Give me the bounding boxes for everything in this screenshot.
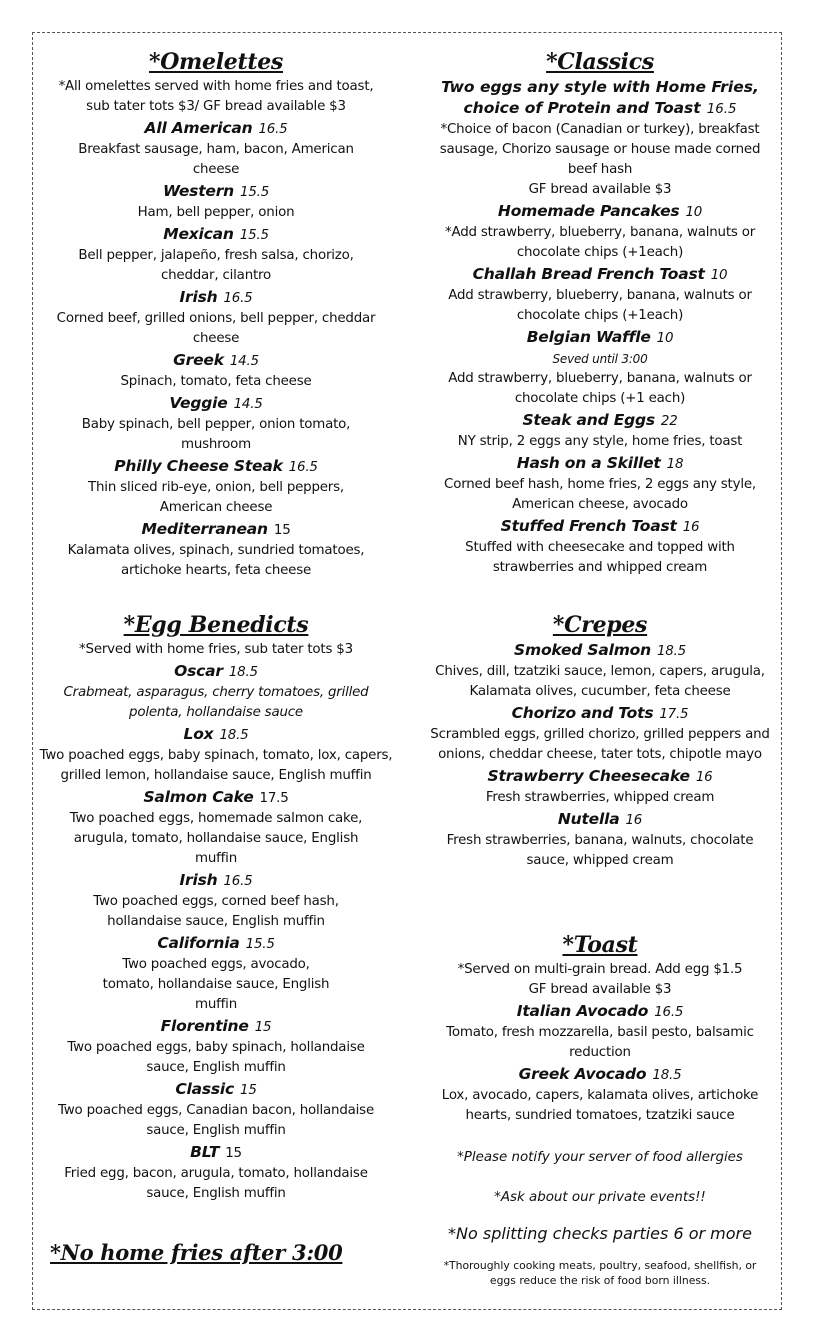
menu-item [36,181,396,223]
item-price: 10 [710,268,728,283]
item-desc: Fresh strawberries, banana, walnuts, chocolate sauce, whipped cream [446,833,754,868]
menu-item [420,410,780,452]
item-name: Mediterranean [141,520,268,538]
item-name: Lox [183,725,214,743]
classics-section [420,48,780,578]
item-desc: Two poached eggs, avocado, tomato, hollandaise sauce, English [102,957,330,992]
menu-item [420,327,780,409]
item-name: Nutella [557,810,620,828]
menu-item [36,1142,396,1204]
item-desc: Bell pepper, jalapeño, fresh salsa, chorizo, cheddar, cilantro [78,248,354,283]
menu-item [420,1064,780,1126]
item-desc-cont: muffin [195,997,237,1012]
item-desc: Two poached eggs, homemade salmon cake, arugula, tomato, hollandaise sauce, English muffin [69,811,363,866]
item-desc: Add strawberry, blueberry, banana, walnuts or chocolate chips (+1 each) [448,371,752,406]
item-price: 17.5 [259,791,289,806]
item-price: 15 [273,523,291,538]
menu-item [36,933,396,1015]
item-name: Irish [179,871,218,889]
item-name: Smoked Salmon [514,641,651,659]
item-desc: Breakfast sausage, ham, bacon, American cheese [78,142,354,177]
item-price: 16.5 [654,1005,684,1020]
allergy-notice: *Please notify your server of food allergies [457,1150,743,1165]
crepes-heading: *Crepes [552,612,648,638]
item-desc: Corned beef hash, home fries, 2 eggs any style, American cheese, avocado [444,477,756,512]
item-price: 15.5 [240,185,270,200]
item-name: Irish [179,288,218,306]
menu-item [420,809,780,871]
item-price: 15 [225,1146,242,1161]
menu-item [420,766,780,808]
item-name: Challah Bread French Toast [472,265,705,283]
menu-item [36,1079,396,1141]
menu-item [36,787,396,869]
item-name: Greek Avocado [518,1065,647,1083]
menu-item [36,224,396,286]
food-safety-notice: *Thoroughly cooking meats, poultry, seafood, shellfish, or eggs reduce the risk of food born illness. [443,1259,757,1287]
item-name: All American [144,119,253,137]
item-price: 17.5 [659,707,689,722]
item-desc: Tomato, fresh mozzarella, basil pesto, balsamic reduction [446,1025,754,1060]
item-price: 18.5 [228,665,258,680]
item-desc: Two poached eggs, baby spinach, hollandaise sauce, English muffin [67,1040,365,1075]
item-desc: Stuffed with cheesecake and topped with strawberries and whipped cream [465,540,735,575]
headline-price: 16.5 [706,102,737,117]
item-name: California [157,934,240,952]
item-desc: Ham, bell pepper, onion [137,205,295,220]
item-price: 22 [660,414,678,429]
item-price: 16.5 [288,460,318,475]
toast-note: *Served on multi-grain bread. Add egg $1.5 [457,962,743,977]
omelettes-note: *All omelettes served with home fries and toast, sub tater tots $3/ GF bread available $3 [58,79,374,114]
toast-section [420,931,780,1288]
item-desc: Baby spinach, bell pepper, onion tomato, mushroom [81,417,351,452]
item-price: 18.5 [652,1068,682,1083]
item-desc: Spinach, tomato, feta cheese [120,374,312,389]
item-price: 15.5 [245,937,275,952]
omelettes-heading: *Omelettes [148,49,283,75]
item-name: Western [162,182,235,200]
item-desc: *Add strawberry, blueberry, banana, walnuts or chocolate chips (+1each) [444,225,756,260]
item-name: Oscar [174,662,223,680]
menu-item [420,640,780,702]
menu-item [36,350,396,392]
item-desc: NY strip, 2 eggs any style, home fries, toast [457,434,743,449]
item-desc: Thin sliced rib-eye, onion, bell peppers, American cheese [88,480,344,515]
menu-item [36,1016,396,1078]
private-events-notice: *Ask about our private events!! [494,1190,706,1205]
item-price: 16 [682,520,700,535]
item-desc: Corned beef, grilled onions, bell pepper, cheddar cheese [56,311,376,346]
toast-heading: *Toast [562,932,638,958]
item-name: Veggie [169,394,228,412]
item-price: 15 [240,1083,257,1098]
item-name: Italian Avocado [516,1002,649,1020]
item-name: Florentine [160,1017,249,1035]
item-name: Philly Cheese Steak [114,457,283,475]
menu-item [36,724,396,786]
item-name: Belgian Waffle [526,328,651,346]
item-price: 15.5 [239,228,269,243]
benedicts-section [36,611,396,1204]
item-desc: Lox, avocado, capers, kalamata olives, artichoke hearts, sundried tomatoes, tzatziki sauce [441,1088,759,1123]
menu-item [36,287,396,349]
item-desc: Chives, dill, tzatziki sauce, lemon, capers, arugula, Kalamata olives, cucumber, feta cheese [435,664,765,699]
item-name: Strawberry Cheesecake [487,767,690,785]
crepes-section [420,611,780,871]
menu-item [36,118,396,180]
classics-headline [440,77,760,120]
item-name: Classic [175,1080,235,1098]
item-name: Steak and Eggs [522,411,655,429]
item-price: 16 [625,813,643,828]
item-name: Hash on a Skillet [516,454,661,472]
menu-item [420,703,780,765]
item-price: 18.5 [656,644,686,659]
headline-text: Two eggs any style with Home Fries, choice of Protein and Toast [441,78,759,117]
item-name: BLT [190,1143,220,1161]
classics-note-gf: GF bread available $3 [528,182,672,197]
split-checks-notice: *No splitting checks parties 6 or more [448,1224,752,1243]
menu-item [420,264,780,326]
toast-note-gf: GF bread available $3 [528,982,672,997]
item-desc: Two poached eggs, Canadian bacon, hollandaise sauce, English muffin [58,1103,374,1138]
benedicts-note: *Served with home fries, sub tater tots $3 [79,642,353,657]
item-price: 14.5 [233,397,263,412]
menu-item [36,870,396,932]
menu-item [420,201,780,263]
item-price: 10 [656,331,674,346]
menu-item [36,519,396,581]
item-desc: Crabmeat, asparagus, cherry tomatoes, grilled polenta, hollandaise sauce [63,685,369,720]
item-name: Chorizo and Tots [511,704,654,722]
item-price: 16 [695,770,713,785]
item-name: Stuffed French Toast [500,517,677,535]
item-desc: Scrambled eggs, grilled chorizo, grilled peppers and onions, cheddar cheese, tater tots, chipotle mayo [430,727,770,762]
menu-item [36,393,396,455]
menu-item [420,1001,780,1063]
item-price: 16.5 [223,874,253,889]
item-name: Greek [173,351,224,369]
menu-item [420,453,780,515]
item-desc: Fried egg, bacon, arugula, tomato, hollandaise sauce, English muffin [64,1166,368,1201]
item-subnote: Seved until 3:00 [552,352,648,366]
omelettes-section [36,48,396,581]
item-price: 14.5 [229,354,259,369]
menu-item [420,516,780,578]
benedicts-heading: *Egg Benedicts [123,612,309,638]
item-price: 16.5 [223,291,253,306]
item-name: Salmon Cake [143,788,254,806]
item-price: 10 [685,205,703,220]
classics-note: *Choice of bacon (Canadian or turkey), breakfast sausage, Chorizo sausage or house made corned beef hash [439,122,761,177]
item-name: Mexican [163,225,234,243]
no-home-fries-note: *No home fries after 3:00 [50,1240,343,1265]
menu-item [36,456,396,518]
item-desc: Add strawberry, blueberry, banana, walnuts or chocolate chips (+1each) [448,288,752,323]
item-price: 15 [254,1020,272,1035]
classics-heading: *Classics [546,49,654,75]
item-desc: Two poached eggs, corned beef hash, hollandaise sauce, English muffin [93,894,339,929]
item-desc: Fresh strawberries, whipped cream [485,790,715,805]
item-desc: Kalamata olives, spinach, sundried tomatoes, artichoke hearts, feta cheese [67,543,365,578]
item-name: Homemade Pancakes [497,202,680,220]
menu-item [36,661,396,723]
item-desc: Two poached eggs, baby spinach, tomato, lox, capers, grilled lemon, hollandaise sauce, English muffin [39,748,393,783]
item-price: 18.5 [219,728,249,743]
item-price: 18 [666,457,684,472]
item-price: 16.5 [258,122,288,137]
